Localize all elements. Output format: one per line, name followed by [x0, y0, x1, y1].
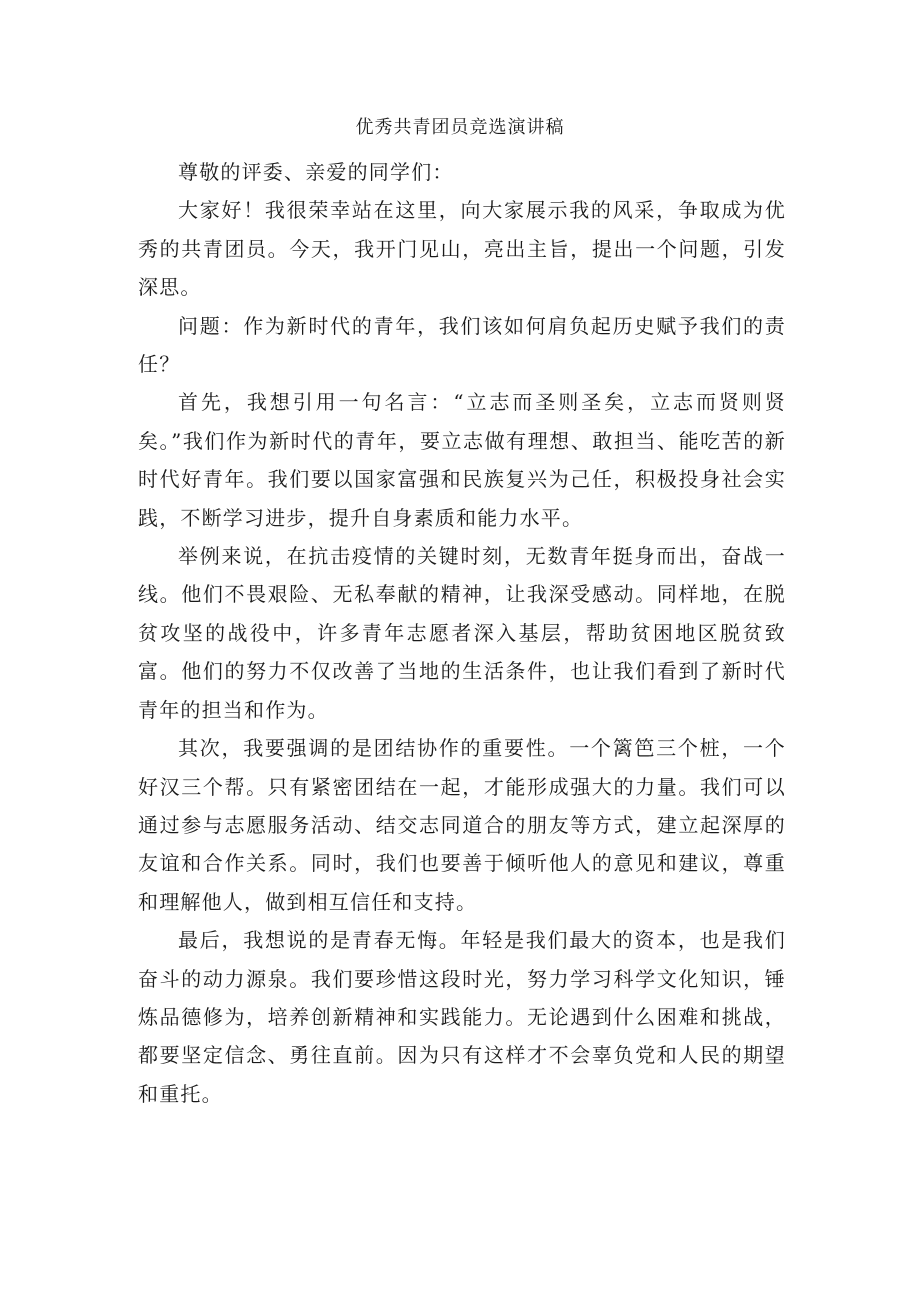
paragraph-question: 问题：作为新时代的青年，我们该如何肩负起历史赋予我们的责任？ — [138, 313, 786, 377]
paragraph-example: 举例来说，在抗击疫情的关键时刻，无数青年挺身而出，奋战一线。他们不畏艰险、无私奉献的精神，让我深受感动。同样地，在脱贫攻坚的战役中，许多青年志愿者深入基层，帮助贫困地区脱贫致富。他们的努力不仅改善了当地的生活条件，也让我们看到了新时代青年的担当和作为。 — [138, 544, 786, 722]
paragraph-salutation: 尊敬的评委、亲爱的同学们： — [178, 160, 454, 184]
document-body — [138, 153, 786, 1113]
paragraph-first-point: 首先，我想引用一句名言：“立志而圣则圣矣，立志而贤则贤矣。”我们作为新时代的青年，要立志做有理想、敢担当、能吃苦的新时代好青年。我们要以国家富强和民族复兴为己任，积极投身社会实践，不断学习进步，提升自身素质和能力水平。 — [138, 390, 786, 530]
paragraph-greeting: 大家好！我很荣幸站在这里，向大家展示我的风采，争取成为优秀的共青团员。今天，我开门见山，亮出主旨，提出一个问题，引发深思。 — [138, 198, 786, 300]
paragraph-final-point: 最后，我想说的是青春无悔。年轻是我们最大的资本，也是我们奋斗的动力源泉。我们要珍惜这段时光，努力学习科学文化知识，锤炼品德修为，培养创新精神和实践能力。无论遇到什么困难和挑战，都要坚定信念、勇往直前。因为只有这样才不会辜负党和人民的期望和重托。 — [138, 928, 786, 1106]
document-title: 优秀共青团员竞选演讲稿 — [355, 117, 565, 138]
paragraph-second-point: 其次，我要强调的是团结协作的重要性。一个篱笆三个桩，一个好汉三个帮。只有紧密团结在一起，才能形成强大的力量。我们可以通过参与志愿服务活动、结交志同道合的朋友等方式，建立起深厚的友谊和合作关系。同时，我们也要善于倾听他人的意见和建议，尊重和理解他人，做到相互信任和支持。 — [138, 736, 786, 914]
